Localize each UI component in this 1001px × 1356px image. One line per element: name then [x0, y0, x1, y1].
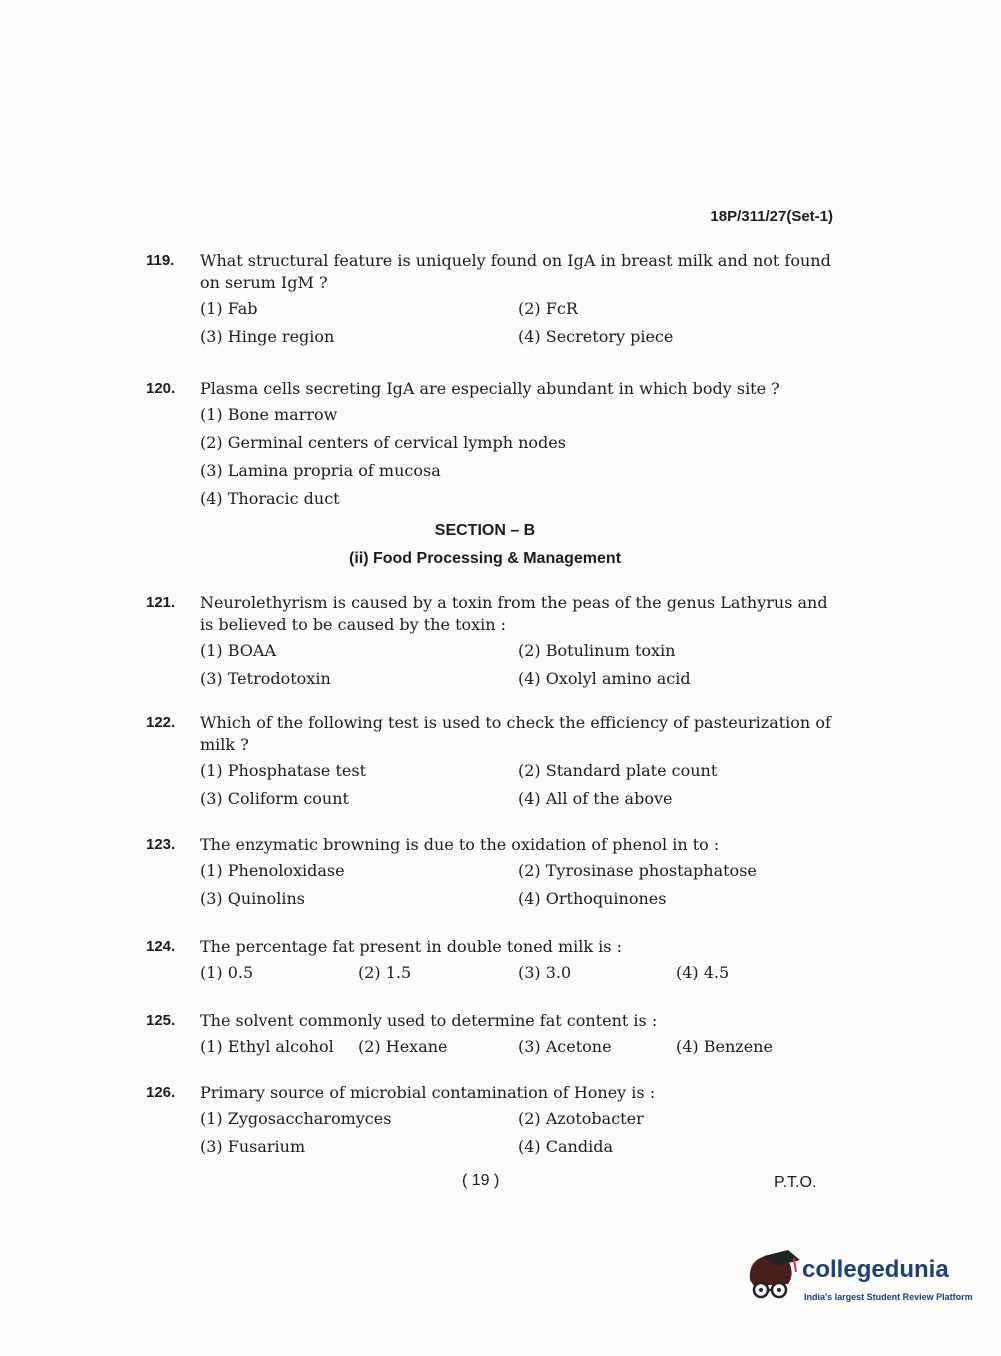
- question-text: The percentage fat present in double toned milk is :: [200, 937, 622, 956]
- paper-code: 18P/311/27(Set-1): [710, 208, 833, 225]
- option-2: (2) Botulinum toxin: [518, 641, 676, 660]
- mascot-icon: [744, 1250, 800, 1306]
- options: [200, 298, 836, 348]
- option-3: (3) Tetrodotoxin: [200, 669, 331, 688]
- question-122: [146, 712, 836, 810]
- question-124: [146, 936, 836, 984]
- option-1: (1) Phosphatase test: [200, 761, 367, 780]
- question-text: Plasma cells secreting IgA are especially abundant in which body site ?: [200, 379, 780, 398]
- option-2: (2) 1.5: [358, 963, 412, 982]
- option-2: (2) FcR: [518, 299, 578, 318]
- question-number: 125.: [146, 1012, 176, 1029]
- pto-label: P.T.O.: [774, 1174, 817, 1191]
- option-4: (4) Oxolyl amino acid: [518, 669, 691, 688]
- option-1: (1) BOAA: [200, 641, 277, 660]
- logo-name: collegedunia: [802, 1256, 949, 1283]
- options: [200, 640, 836, 690]
- option-4: (4) Thoracic duct: [200, 489, 340, 508]
- page-number: ( 19 ): [462, 1172, 500, 1189]
- option-3: (3) Fusarium: [200, 1137, 306, 1156]
- question-number: 120.: [146, 380, 176, 397]
- option-4: (4) Orthoquinones: [518, 889, 667, 908]
- question-120: [146, 378, 836, 510]
- options: [200, 760, 836, 810]
- option-3: (3) Lamina propria of mucosa: [200, 461, 441, 480]
- option-2: (2) Germinal centers of cervical lymph nodes: [200, 433, 566, 452]
- question-text: Neurolethyrism is caused by a toxin from the peas of the genus Lathyrus and is believed to be caused by the toxin :: [200, 593, 828, 634]
- logo-tagline: India's largest Student Review Platform: [804, 1292, 973, 1302]
- option-3: (3) 3.0: [518, 963, 572, 982]
- question-text: The solvent commonly used to determine fat content is :: [200, 1011, 658, 1030]
- question-121: [146, 592, 836, 690]
- option-2: (2) Tyrosinase phostaphatose: [518, 861, 757, 880]
- option-1: (1) Phenoloxidase: [200, 861, 345, 880]
- question-123: [146, 834, 836, 910]
- option-1: (1) Bone marrow: [200, 405, 338, 424]
- options: [200, 1108, 836, 1158]
- option-1: (1) 0.5: [200, 963, 254, 982]
- option-4: (4) Benzene: [676, 1037, 773, 1056]
- question-number: 121.: [146, 594, 176, 611]
- question-text: The enzymatic browning is due to the oxidation of phenol in to :: [200, 835, 720, 854]
- collegedunia-logo: [744, 1250, 974, 1310]
- options: [200, 404, 836, 510]
- question-number: 119.: [146, 252, 175, 269]
- question-text: Primary source of microbial contamination of Honey is :: [200, 1083, 656, 1102]
- option-3: (3) Acetone: [518, 1037, 612, 1056]
- section-title: SECTION – B: [434, 522, 536, 539]
- options: [200, 860, 836, 910]
- question-125: [146, 1010, 836, 1058]
- question-number: 122.: [146, 714, 176, 731]
- question-text: What structural feature is uniquely found on IgA in breast milk and not found on serum IgM ?: [200, 251, 831, 292]
- option-3: (3) Coliform count: [200, 789, 349, 808]
- option-4: (4) All of the above: [518, 789, 673, 808]
- option-1: (1) Zygosaccharomyces: [200, 1109, 392, 1128]
- option-4: (4) 4.5: [676, 963, 730, 982]
- option-4: (4) Candida: [518, 1137, 613, 1156]
- option-2: (2) Azotobacter: [518, 1109, 644, 1128]
- option-2: (2) Hexane: [358, 1037, 448, 1056]
- question-number: 123.: [146, 836, 176, 853]
- question-119: [146, 250, 836, 348]
- option-2: (2) Standard plate count: [518, 761, 718, 780]
- options: [200, 1036, 836, 1058]
- question-text: Which of the following test is used to check the efficiency of pasteurization of milk ?: [200, 713, 831, 754]
- option-1: (1) Fab: [200, 299, 258, 318]
- question-number: 124.: [146, 938, 176, 955]
- option-1: (1) Ethyl alcohol: [200, 1037, 334, 1056]
- question-number: 126.: [146, 1084, 176, 1101]
- section-subtitle: (ii) Food Processing & Management: [348, 550, 622, 567]
- option-3: (3) Hinge region: [200, 327, 335, 346]
- option-3: (3) Quinolins: [200, 889, 305, 908]
- question-126: [146, 1082, 836, 1158]
- option-4: (4) Secretory piece: [518, 327, 674, 346]
- options: [200, 962, 836, 984]
